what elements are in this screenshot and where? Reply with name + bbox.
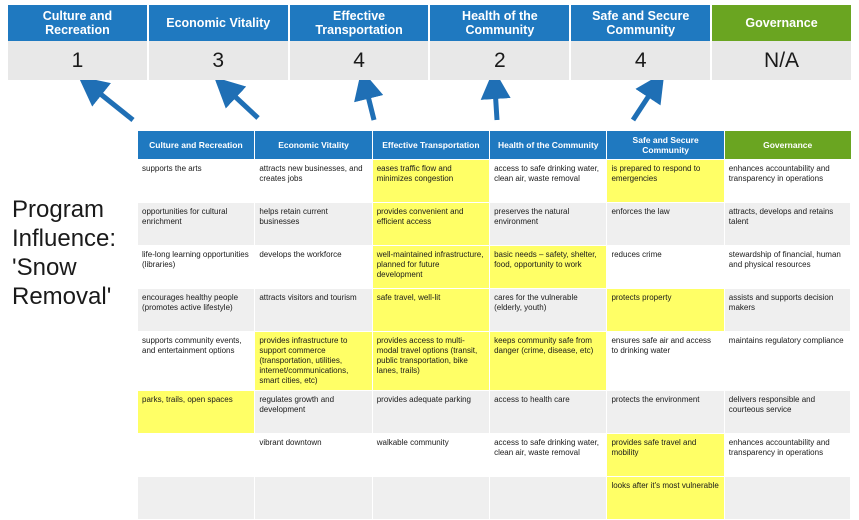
matrix-cell: access to health care <box>490 391 607 434</box>
matrix-cell: cares for the vulnerable (elderly, youth) <box>490 289 607 332</box>
matrix-cell: opportunities for cultural enrichment <box>138 203 255 246</box>
score-value-governance: N/A <box>764 48 800 72</box>
matrix-cell: parks, trails, open spaces <box>138 391 255 434</box>
table-row <box>138 332 851 391</box>
matrix-cell: provides access to multi-modal travel options (transit, public transportation, bike lanes, trails) <box>372 332 489 391</box>
matrix-cell: helps retain current businesses <box>255 203 372 246</box>
matrix-cell: well-maintained infrastructure, planned for future development <box>372 246 489 289</box>
program-influence-caption <box>12 195 132 311</box>
arrow-4-icon <box>495 88 497 120</box>
table-row <box>138 289 851 332</box>
arrow-2-icon <box>228 90 258 118</box>
table-row <box>138 203 851 246</box>
matrix-cell: reduces crime <box>607 246 724 289</box>
matrix-cell: enhances accountability and transparency in operations <box>724 434 850 477</box>
matrix-cell <box>138 434 255 477</box>
arrow-1-icon <box>93 88 133 120</box>
matrix-cell: ensures safe air and access to drinking water <box>607 332 724 391</box>
matrix-cell: provides safe travel and mobility <box>607 434 724 477</box>
matrix-cell: looks after it's most vulnerable <box>607 477 724 520</box>
matrix-cell: vibrant downtown <box>255 434 372 477</box>
matrix-cell: supports community events, and entertainment options <box>138 332 255 391</box>
matrix-cell: enhances accountability and transparency in operations <box>724 160 850 203</box>
matrix-cell: life-long learning opportunities (libraries) <box>138 246 255 289</box>
matrix-cell: access to safe drinking water, clean air, waste removal <box>490 160 607 203</box>
top-header-cell-culture-and-recreation: Culture and Recreation <box>8 5 149 41</box>
table-row <box>138 477 851 520</box>
caption-line-1: Program <box>12 196 105 223</box>
matrix-cell: attracts visitors and tourism <box>255 289 372 332</box>
caption-line-3: 'Snow <box>12 254 77 281</box>
matrix-header-governance: Governance <box>724 131 850 160</box>
matrix-cell: provides adequate parking <box>372 391 489 434</box>
matrix-cell: delivers responsible and courteous service <box>724 391 850 434</box>
matrix-cell: regulates growth and development <box>255 391 372 434</box>
matrix-cell: protects property <box>607 289 724 332</box>
matrix-cell: keeps community safe from danger (crime, disease, etc) <box>490 332 607 391</box>
matrix-cell: walkable community <box>372 434 489 477</box>
matrix-cell: preserves the natural environment <box>490 203 607 246</box>
score-values-band <box>8 41 851 80</box>
matrix-cell: attracts, develops and retains talent <box>724 203 850 246</box>
score-value-health-of-the-community: 2 <box>430 41 571 80</box>
top-header-cell-effective-transportation: Effective Transportation <box>290 5 431 41</box>
table-row <box>138 246 851 289</box>
matrix-cell <box>724 477 850 520</box>
matrix-cell: eases traffic flow and minimizes congestion <box>372 160 489 203</box>
matrix-cell: provides infrastructure to support commerce (transportation, utilities, internet/communications, smart cities, etc) <box>255 332 372 391</box>
matrix-cell: develops the workforce <box>255 246 372 289</box>
matrix-cell: assists and supports decision makers <box>724 289 850 332</box>
table-row <box>138 391 851 434</box>
score-header-band <box>8 5 851 41</box>
top-header-cell-economic-vitality: Economic Vitality <box>149 5 290 41</box>
matrix-cell: enforces the law <box>607 203 724 246</box>
table-row <box>138 434 851 477</box>
arrow-group <box>0 80 859 132</box>
matrix-header-economic-vitality: Economic Vitality <box>255 131 372 160</box>
matrix-header-health-of-the-community: Health of the Community <box>490 131 607 160</box>
matrix-cell: provides convenient and efficient access <box>372 203 489 246</box>
top-header-cell-governance: Governance <box>712 5 851 41</box>
caption-line-4: Removal' <box>12 283 112 310</box>
matrix-cell: protects the environment <box>607 391 724 434</box>
score-value-effective-transportation: 4 <box>290 41 431 80</box>
arrow-5-icon <box>633 88 654 120</box>
matrix-cell: access to safe drinking water, clean air, waste removal <box>490 434 607 477</box>
table-row <box>138 160 851 203</box>
matrix-cell <box>490 477 607 520</box>
arrow-3-icon <box>366 88 374 120</box>
caption-line-2: Influence: <box>12 225 117 252</box>
score-value-culture-and-recreation: 1 <box>8 41 149 80</box>
matrix-header-effective-transportation: Effective Transportation <box>372 131 489 160</box>
influence-matrix-table <box>137 131 851 520</box>
matrix-header-culture-and-recreation: Culture and Recreation <box>138 131 255 160</box>
matrix-cell <box>138 477 255 520</box>
matrix-header-safe-and-secure-community: Safe and Secure Community <box>607 131 724 160</box>
matrix-header-row <box>138 131 851 160</box>
matrix-cell <box>372 477 489 520</box>
matrix-cell: supports the arts <box>138 160 255 203</box>
score-value-safe-and-secure-community: 4 <box>571 41 712 80</box>
matrix-cell: maintains regulatory compliance <box>724 332 850 391</box>
score-value-economic-vitality: 3 <box>149 41 290 80</box>
top-header-cell-health-of-the-community: Health of the Community <box>430 5 571 41</box>
top-header-cell-safe-and-secure-community: Safe and Secure Community <box>571 5 712 41</box>
matrix-cell: attracts new businesses, and creates jobs <box>255 160 372 203</box>
matrix-cell: safe travel, well-lit <box>372 289 489 332</box>
matrix-cell: encourages healthy people (promotes active lifestyle) <box>138 289 255 332</box>
matrix-cell <box>255 477 372 520</box>
matrix-cell: is prepared to respond to emergencies <box>607 160 724 203</box>
matrix-cell: basic needs – safety, shelter, food, opportunity to work <box>490 246 607 289</box>
matrix-cell: stewardship of financial, human and physical resources <box>724 246 850 289</box>
